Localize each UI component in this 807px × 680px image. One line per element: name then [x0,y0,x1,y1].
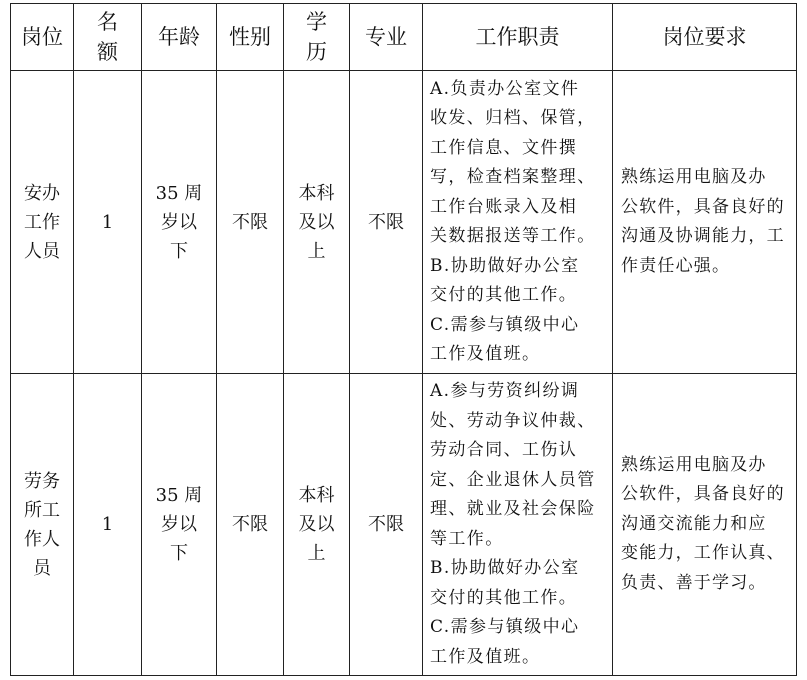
cell-duties: A.参与劳资纠纷调 处、劳动争议仲裁、 劳动合同、工伤认 定、企业退休人员管 理、就业及社会保险 等工作。 B.协助做好办公室 交付的其他工作。 C.需参与镇级中心 工作及值班。 [423,374,613,676]
cell-age: 35 周 岁以 下 [142,71,217,374]
cell-age: 35 周 岁以 下 [142,374,217,676]
table-row [11,71,797,374]
cell-education: 本科 及以 上 [284,71,350,374]
cell-major: 不限 [350,374,423,676]
header-age: 年龄 [142,4,217,71]
job-positions-table [10,3,797,676]
cell-gender: 不限 [217,71,284,374]
cell-gender: 不限 [217,374,284,676]
cell-position: 安办 工作 人员 [11,71,74,374]
table-header-row [11,4,797,71]
header-requirements: 岗位要求 [613,4,797,71]
header-gender: 性别 [217,4,284,71]
cell-education: 本科 及以 上 [284,374,350,676]
header-major: 专业 [350,4,423,71]
cell-quota: 1 [74,374,142,676]
header-position: 岗位 [11,4,74,71]
header-quota: 名 额 [74,4,142,71]
cell-major: 不限 [350,71,423,374]
cell-position: 劳务 所工 作人 员 [11,374,74,676]
cell-quota: 1 [74,71,142,374]
cell-requirements: 熟练运用电脑及办 公软件，具备良好的 沟通及协调能力，工 作责任心强。 [613,71,797,374]
table-row [11,374,797,676]
header-education: 学 历 [284,4,350,71]
header-duties: 工作职责 [423,4,613,71]
cell-requirements: 熟练运用电脑及办 公软件，具备良好的 沟通交流能力和应 变能力，工作认真、 负责、善于学习。 [613,374,797,676]
cell-duties: A.负责办公室文件 收发、归档、保管， 工作信息、文件撰 写，检查档案整理、 工作台账录入及相 关数据报送等工作。 B.协助做好办公室 交付的其他工作。 C.需参与镇级中心 工作及值班。 [423,71,613,374]
